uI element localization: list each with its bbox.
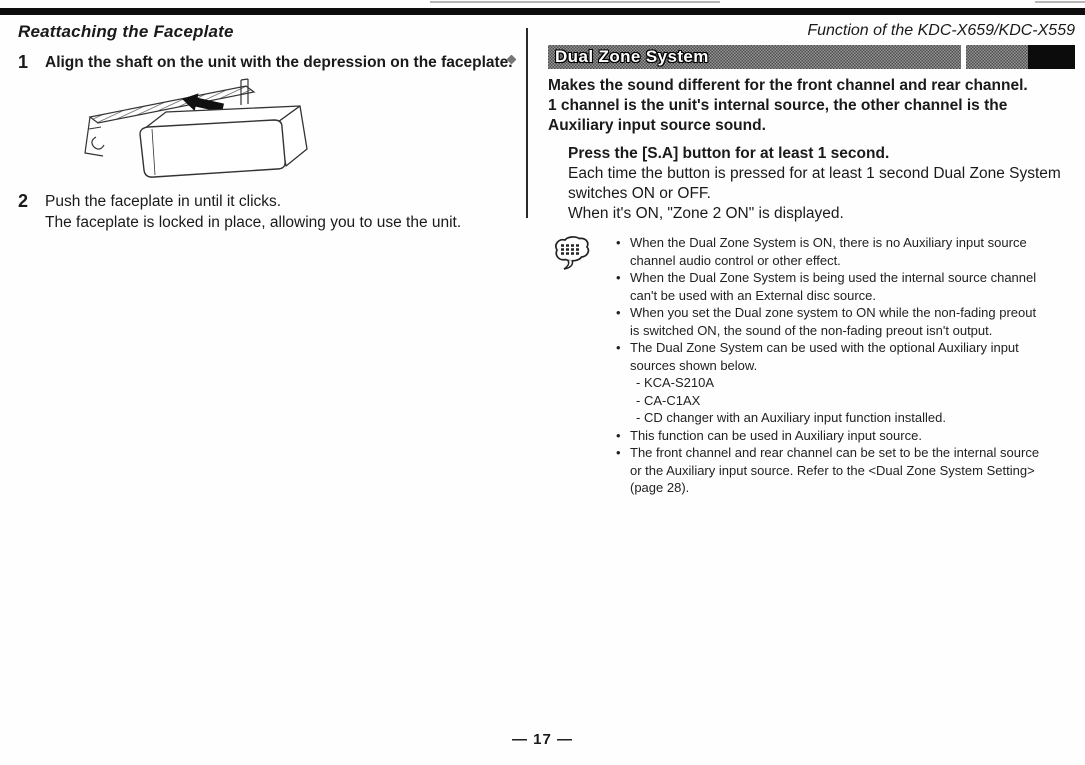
notes-block <box>548 234 1075 534</box>
page-number: — 17 — <box>511 731 574 748</box>
note-item: • When the Dual Zone System is being used the internal source channel can't be used with an External disc source. <box>616 270 1037 303</box>
faceplate-diagram-svg <box>76 77 421 181</box>
bullet-dot: • <box>616 305 621 320</box>
notes-list <box>548 234 1075 497</box>
step-2-text: Push the faceplate in until it clicks. <box>45 193 282 210</box>
column-divider <box>526 28 528 218</box>
left-column <box>18 22 520 233</box>
action-line-2: When it's ON, "Zone 2 ON" is displayed. <box>568 205 844 222</box>
step-2-number: 2 <box>18 191 29 211</box>
step-1-number: 1 <box>18 52 29 72</box>
step-1-text: Align the shaft on the unit with the depression on the faceplate. <box>45 54 513 71</box>
section-bar-black-end <box>1028 45 1075 69</box>
step-1 <box>18 52 520 73</box>
note-subitem: - CD changer with an Auxiliary input function installed. <box>636 410 946 425</box>
section-bar-gray-end <box>966 45 1028 69</box>
left-section-title: Reattaching the Faceplate <box>18 22 234 41</box>
intro-line-1: Makes the sound different for the front channel and rear channel. <box>548 77 1028 94</box>
section-title-bar <box>548 45 1075 69</box>
step-2-subtext: The faceplate is locked in place, allowing you to use the unit. <box>45 214 462 231</box>
section-title: Dual Zone System <box>555 47 709 66</box>
scan-artifact-line <box>1035 1 1085 3</box>
scan-artifact-line <box>430 1 720 3</box>
note-item: • When the Dual Zone System is ON, there is no Auxiliary input source channel audio control or other effect. <box>616 235 1027 268</box>
action-line-1: Each time the button is pressed for at least 1 second Dual Zone System switches ON or OFF. <box>568 165 1061 202</box>
note-item: • The front channel and rear channel can be set to be the internal source or the Auxiliary input source. Refer to the <Dual Zone System Setting> (page 28). <box>616 445 1040 495</box>
note-subitem: - KCA-S210A <box>636 375 715 390</box>
section-bar-gray <box>548 45 961 69</box>
note-item: • The Dual Zone System can be used with the optional Auxiliary input sources shown below. - KCA-S210A - CA-C1AX - CD changer with an Auxiliary input function installed. <box>616 339 1042 427</box>
step-2 <box>18 191 520 233</box>
bullet-dot: • <box>616 235 621 250</box>
note-item: • This function can be used in Auxiliary input source. <box>616 427 922 443</box>
note-bubble-icon <box>550 235 592 271</box>
faceplate-attachment-diagram <box>76 77 421 181</box>
top-rule <box>0 8 1085 15</box>
bullet-dot: • <box>616 427 621 443</box>
action-block <box>568 144 1075 224</box>
note-item: • When you set the Dual zone system to ON while the non-fading preout is switched ON, the sound of the non-fading preout isn't output. <box>616 305 1037 338</box>
intro-line-2: 1 channel is the unit's internal source, the other channel is the Auxiliary input source sound. <box>548 97 1008 134</box>
bullet-dot: • <box>616 340 621 355</box>
action-title: Press the [S.A] button for at least 1 second. <box>568 145 890 162</box>
bullet-dot: • <box>616 270 621 285</box>
right-column <box>548 22 1075 534</box>
note-subitem: - CA-C1AX <box>636 392 701 408</box>
running-header: Function of the KDC-X659/KDC-X559 <box>807 22 1075 39</box>
bullet-dot: • <box>616 445 621 460</box>
